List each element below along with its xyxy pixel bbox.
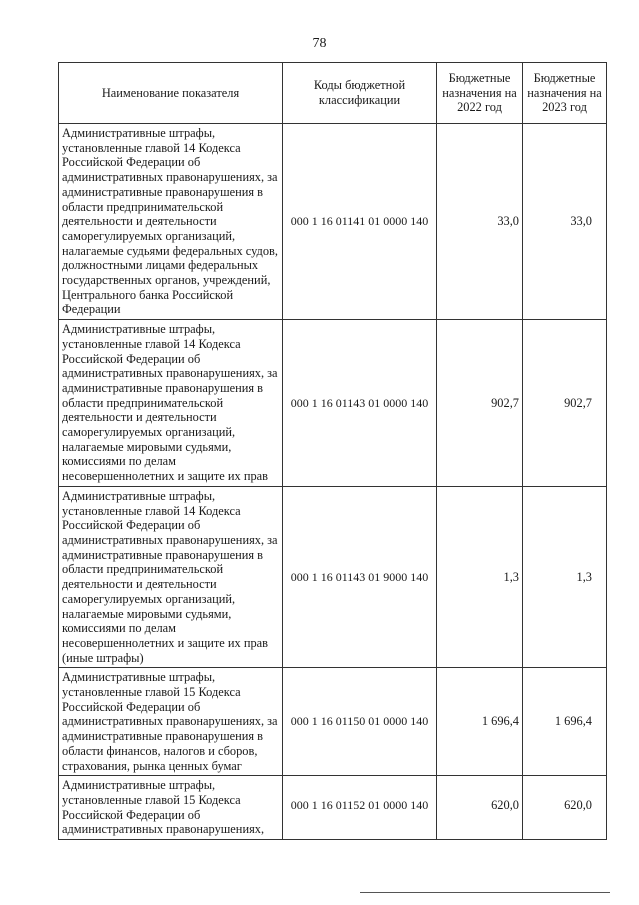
- row-name: Административные штрафы, установленные главой 14 Кодекса Российской Федерации об административных правонарушениях, за административные правонарушения в области предпринимательской деятельности и деятельности саморегулируемых организаций, налагаемые мировыми судьями, комиссиями по делам несовершеннолетних и защите их прав: [59, 320, 283, 487]
- row-value-2022: 1 696,4: [437, 668, 523, 776]
- table-row: [59, 776, 607, 840]
- row-value-2022: 902,7: [437, 320, 523, 487]
- row-name: Административные штрафы, установленные главой 15 Кодекса Российской Федерации об административных правонарушениях,: [59, 776, 283, 840]
- header-code: Коды бюджетной классификации: [283, 63, 437, 124]
- row-code: 000 1 16 01143 01 9000 140: [283, 486, 437, 667]
- row-code: 000 1 16 01141 01 0000 140: [283, 124, 437, 320]
- row-code: 000 1 16 01150 01 0000 140: [283, 668, 437, 776]
- row-value-2023: 902,7: [523, 320, 607, 487]
- row-value-2023: 1,3: [523, 486, 607, 667]
- page-bottom-rule: [360, 892, 610, 893]
- row-value-2022: 1,3: [437, 486, 523, 667]
- row-value-2022: 33,0: [437, 124, 523, 320]
- row-value-2023: 620,0: [523, 776, 607, 840]
- header-2022: Бюджетные назначения на 2022 год: [437, 63, 523, 124]
- row-name: Административные штрафы, установленные главой 14 Кодекса Российской Федерации об административных правонарушениях, за административные правонарушения в области предпринимательской деятельности и деятельности саморегулируемых организаций, налагаемые мировыми судьями, комиссиями по делам несовершеннолетних и защите их прав (иные штрафы): [59, 486, 283, 667]
- header-2023: Бюджетные назначения на 2023 год: [523, 63, 607, 124]
- row-value-2023: 1 696,4: [523, 668, 607, 776]
- table-row: [59, 486, 607, 667]
- table-row: [59, 320, 607, 487]
- table-row: [59, 668, 607, 776]
- budget-table: [58, 62, 607, 840]
- page-number: 78: [312, 36, 327, 51]
- table-row: [59, 124, 607, 320]
- row-code: 000 1 16 01143 01 0000 140: [283, 320, 437, 487]
- row-value-2023: 33,0: [523, 124, 607, 320]
- row-name: Административные штрафы, установленные главой 15 Кодекса Российской Федерации об административных правонарушениях, за административные правонарушения в области финансов, налогов и сборов, страхования, рынка ценных бумаг: [59, 668, 283, 776]
- row-value-2022: 620,0: [437, 776, 523, 840]
- row-name: Административные штрафы, установленные главой 14 Кодекса Российской Федерации об административных правонарушениях, за административные правонарушения в области предпринимательской деятельности и деятельности саморегулируемых организаций, налагаемые судьями федеральных судов, должностными лицами федеральных государственных органов, учреждений, Центрального банка Российской Федерации: [59, 124, 283, 320]
- table-header-row: [59, 63, 607, 124]
- row-code: 000 1 16 01152 01 0000 140: [283, 776, 437, 840]
- header-name: Наименование показателя: [59, 63, 283, 124]
